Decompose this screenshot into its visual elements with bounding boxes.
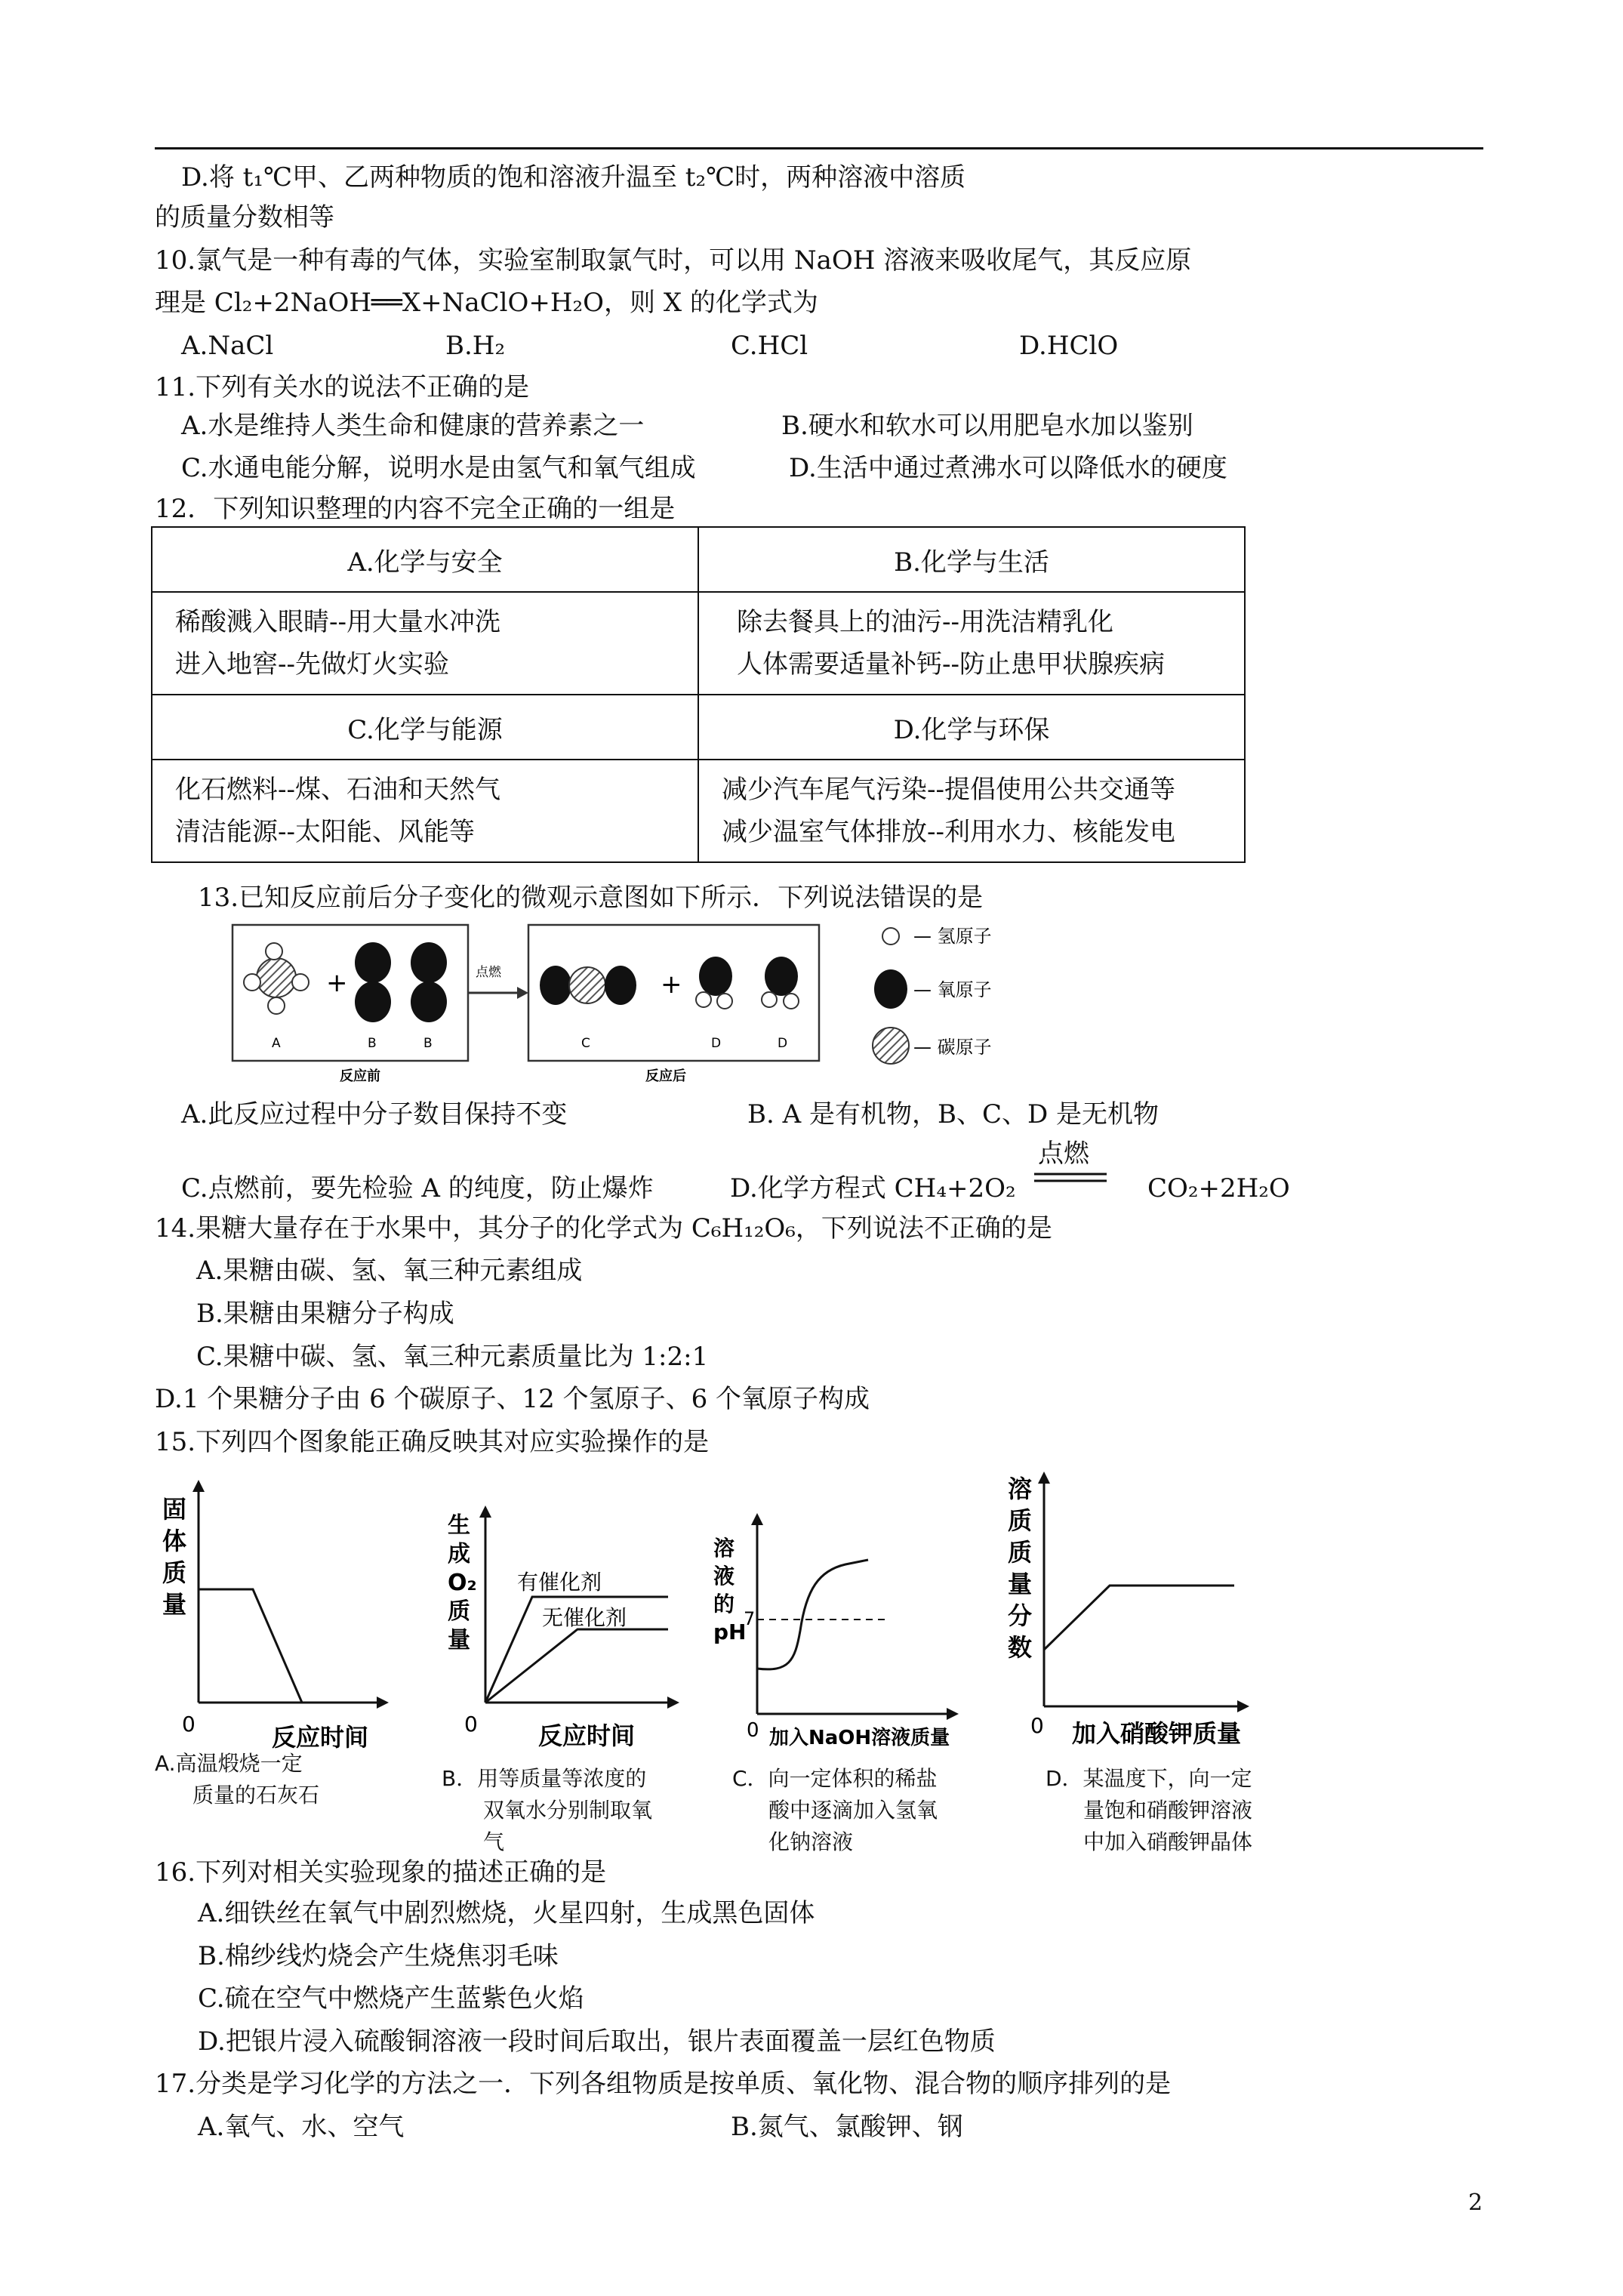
graph-a-ylabel: 固体质量 — [162, 1495, 187, 1619]
q14-option-b: B.果糖由果糖分子构成 — [196, 1299, 454, 1329]
molecule-c-co2 — [540, 966, 636, 1005]
q14-option-a: A.果糖由碳、氢、氧三种元素组成 — [196, 1256, 583, 1286]
q15-caption-c2: 酸中逐滴加入氢氧 — [768, 1798, 938, 1823]
q15-graph-c — [706, 1510, 962, 1759]
q12-cell-b-body — [698, 592, 1245, 695]
mol-label-b2: B — [423, 1036, 433, 1051]
q17-option-a: A.氧气、水、空气 — [198, 2112, 405, 2142]
q13-option-b: B. A 是有机物，B、C、D 是无机物 — [747, 1099, 1160, 1130]
arrow-condition: 点燃 — [476, 965, 501, 980]
q10-option-d: D.HClO — [1019, 331, 1119, 361]
molecule-d-h2o-1 — [696, 957, 732, 1009]
q15-stem: 15.下列四个图象能正确反映其对应实验操作的是 — [155, 1427, 710, 1457]
q17-option-b: B.氮气、氯酸钾、钢 — [731, 2112, 963, 2142]
after-label: 反应后 — [645, 1068, 686, 1084]
q10-option-c: C.HCl — [731, 331, 808, 361]
q12-cell-b-line2: 人体需要适量补钙--防止患甲状腺疾病 — [737, 649, 1165, 680]
molecule-d-h2o-2 — [762, 957, 799, 1009]
q13-option-d-right: CO₂+2H₂O — [1147, 1173, 1290, 1203]
q12-cell-c-body — [152, 760, 698, 862]
arrow-head — [517, 987, 528, 999]
legend-carbon-atom — [873, 1028, 909, 1064]
mol-label-c: C — [581, 1036, 590, 1051]
graph-b-ylabel: 生成 O₂ 质量 — [448, 1512, 477, 1653]
q11-stem: 11.下列有关水的说法不正确的是 — [155, 372, 530, 402]
q15-caption-c3: 化钠溶液 — [768, 1829, 854, 1854]
graph-c-xlabel: 加入NaOH溶液质量 — [769, 1727, 950, 1749]
q12-cell-d-line1: 减少汽车尾气污染--提倡使用公共交通等 — [722, 775, 1175, 805]
q16-option-a: A.细铁丝在氧气中剧烈燃烧，火星四射，生成黑色固体 — [198, 1898, 815, 1928]
q13-option-d-condition: 点燃 — [1038, 1139, 1089, 1169]
q13-option-d-left: D.化学方程式 CH₄+2O₂ — [730, 1173, 1016, 1203]
graph-a-origin: 0 — [182, 1712, 196, 1737]
molecule-b-o2-2 — [411, 942, 447, 1022]
graph-d-ylabel: 溶质质量分数 — [1008, 1475, 1033, 1662]
q13-molecule-diagram — [226, 917, 1072, 1087]
q15-graph-a — [155, 1480, 396, 1759]
graph-c-origin: 0 — [747, 1719, 759, 1742]
q16-option-c: C.硫在空气中燃烧产生蓝紫色火焰 — [198, 1983, 584, 2014]
graph-b-curve2-label: 无催化剂 — [542, 1605, 627, 1630]
mol-label-a: A — [272, 1036, 281, 1051]
q12-cell-b-head: B.化学与生活 — [698, 527, 1245, 592]
q11-option-a: A.水是维持人类生命和健康的营养素之一 — [181, 411, 645, 441]
q14-option-d: D.1 个果糖分子由 6 个碳原子、12 个氢原子、6 个氧原子构成 — [155, 1384, 870, 1414]
q13-option-c: C.点燃前，要先检验 A 的纯度，防止爆炸 — [181, 1173, 654, 1203]
q12-cell-c-head: C.化学与能源 — [152, 695, 698, 760]
graph-b-curve1-label: 有催化剂 — [517, 1570, 602, 1595]
q15-caption-c1: C．向一定体积的稀盐 — [732, 1766, 938, 1791]
graph-a-curve — [199, 1589, 302, 1703]
molecule-b-o2-1 — [355, 942, 391, 1022]
q12-cell-a-head: A.化学与安全 — [152, 527, 698, 592]
mol-label-d2: D — [778, 1036, 788, 1051]
q15-caption-b1: B．用等质量等浓度的 — [442, 1766, 647, 1791]
q11-option-d: D.生活中通过煮沸水可以降低水的硬度 — [789, 453, 1227, 483]
plus-sign-2: + — [661, 969, 682, 1000]
q15-caption-a1: A.高温煅烧一定 — [155, 1751, 303, 1776]
q12-cell-c-line2: 清洁能源--太阳能、风能等 — [175, 817, 475, 847]
q14-stem: 14.果糖大量存在于水果中，其分子的化学式为 C₆H₁₂O₆，下列说法不正确的是 — [155, 1213, 1052, 1244]
q11-option-c: C.水通电能分解，说明水是由氢气和氧气组成 — [181, 453, 696, 483]
q13-option-a: A.此反应过程中分子数目保持不变 — [181, 1099, 568, 1130]
q13-equation-equals — [1033, 1170, 1108, 1185]
header-rule — [155, 147, 1483, 149]
graph-b-xlabel: 反应时间 — [538, 1721, 636, 1750]
q12-cell-d-body — [698, 760, 1245, 862]
q16-stem: 16.下列对相关实验现象的描述正确的是 — [155, 1857, 607, 1888]
graph-a-xlabel: 反应时间 — [272, 1723, 369, 1752]
legend-oxygen-label: — 氧原子 — [913, 979, 992, 1000]
q12-cell-a-body — [152, 592, 698, 695]
q15-caption-b3: 气 — [483, 1829, 505, 1854]
q12-cell-c-line1: 化石燃料--煤、石油和天然气 — [175, 775, 500, 805]
graph-c-curve — [757, 1560, 868, 1669]
q15-caption-a2: 质量的石灰石 — [192, 1783, 320, 1808]
mol-label-b1: B — [368, 1036, 377, 1051]
graph-d-origin: 0 — [1030, 1713, 1044, 1738]
legend-hydrogen-label: — 氢原子 — [913, 926, 992, 947]
q12-cell-b-line1: 除去餐具上的油污--用洗洁精乳化 — [737, 607, 1113, 637]
q15-graph-d — [1000, 1469, 1257, 1763]
graph-c-ylabel: 溶液的 pH — [713, 1536, 747, 1644]
q16-option-b: B.棉纱线灼烧会产生烧焦羽毛味 — [198, 1941, 559, 1971]
q15-caption-b2: 双氧水分别制取氧 — [483, 1798, 653, 1823]
q17-stem: 17.分类是学习化学的方法之一．下列各组物质是按单质、氧化物、混合物的顺序排列的是 — [155, 2069, 1172, 2099]
q12-knowledge-table — [151, 526, 1246, 863]
q14-option-c: C.果糖中碳、氢、氧三种元素质量比为 1:2:1 — [196, 1342, 709, 1372]
q15-caption-d3: 中加入硝酸钾晶体 — [1083, 1829, 1253, 1854]
q10-stem-line1: 10.氯气是一种有毒的气体，实验室制取氯气时，可以用 NaOH 溶液来吸收尾气，其反应原 — [155, 245, 1192, 276]
q15-graph-b — [442, 1502, 691, 1763]
plus-sign: + — [326, 968, 348, 998]
q12-cell-a-line1: 稀酸溅入眼睛--用大量水冲洗 — [175, 607, 500, 637]
q10-option-b: B.H₂ — [445, 331, 506, 361]
before-label: 反应前 — [340, 1068, 380, 1084]
mol-label-d1: D — [711, 1036, 722, 1051]
page-number: 2 — [1468, 2190, 1483, 2216]
q9-option-d-line1: D.将 t₁℃甲、乙两种物质的饱和溶液升温至 t₂℃时，两种溶液中溶质 — [181, 162, 966, 193]
graph-d-curve — [1044, 1586, 1234, 1650]
graph-d-xlabel: 加入硝酸钾质量 — [1072, 1719, 1242, 1748]
legend-hydrogen-atom — [882, 928, 899, 945]
q15-caption-d1: D．某温度下，向一定 — [1046, 1766, 1252, 1791]
q9-option-d-line2: 的质量分数相等 — [155, 202, 334, 233]
q15-caption-d2: 量饱和硝酸钾溶液 — [1083, 1798, 1253, 1823]
molecule-a-ch4 — [244, 943, 309, 1014]
graph-c-tick: 7 — [744, 1608, 756, 1629]
q10-stem-line2: 理是 Cl₂+2NaOH══X+NaClO+H₂O，则 X 的化学式为 — [155, 288, 818, 318]
legend-oxygen-atom — [874, 969, 907, 1009]
graph-b-origin: 0 — [464, 1712, 478, 1737]
q16-option-d: D.把银片浸入硫酸铜溶液一段时间后取出，银片表面覆盖一层红色物质 — [198, 2026, 996, 2057]
q10-option-a: A.NaCl — [181, 331, 274, 361]
q11-option-b: B.硬水和软水可以用肥皂水加以鉴别 — [781, 411, 1193, 441]
q13-stem: 13.已知反应前后分子变化的微观示意图如下所示．下列说法错误的是 — [198, 883, 984, 913]
q12-cell-a-line2: 进入地窖--先做灯火实验 — [175, 649, 449, 680]
q12-cell-d-head: D.化学与环保 — [698, 695, 1245, 760]
legend-carbon-label: — 碳原子 — [913, 1037, 992, 1058]
q12-stem: 12．下列知识整理的内容不完全正确的一组是 — [155, 494, 676, 524]
q12-cell-d-line2: 减少温室气体排放--利用水力、核能发电 — [722, 817, 1175, 847]
